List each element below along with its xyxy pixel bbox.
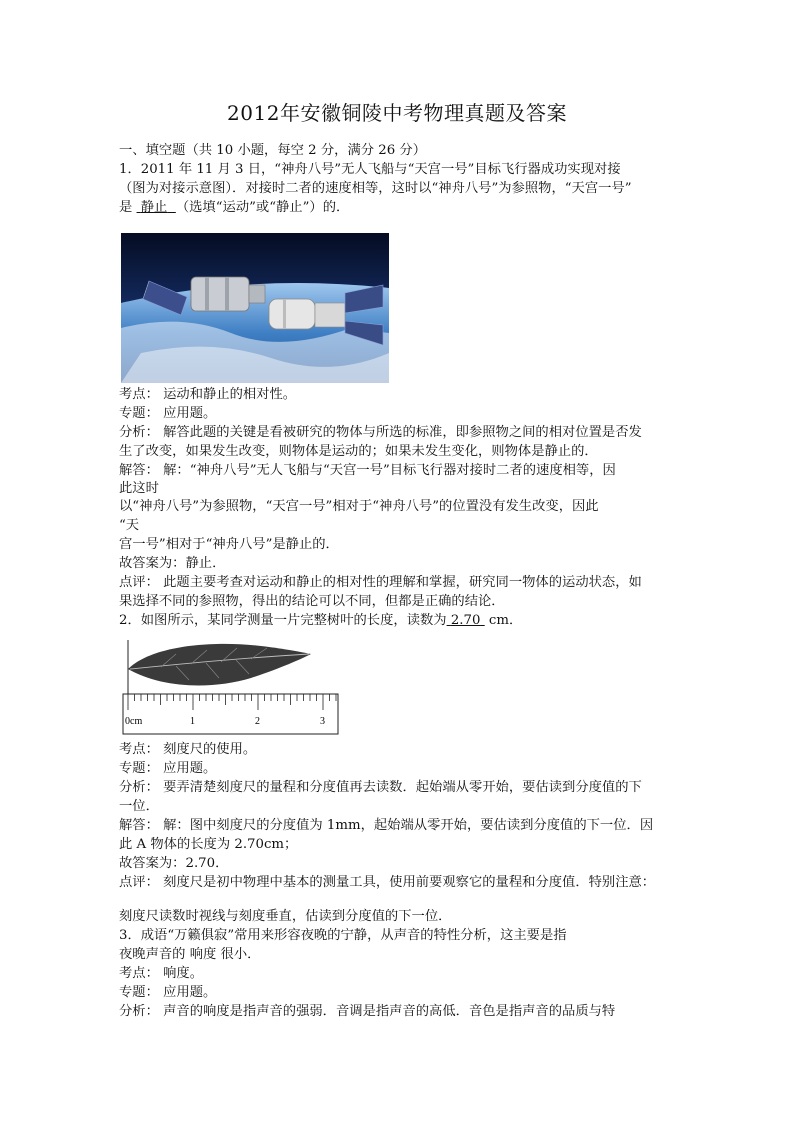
q3-topic: 专题： 应用题。 bbox=[119, 985, 217, 1000]
q1-solution-3: 以“神舟八号”为参照物，“天宫一号”相对于“神舟八号”的位置没有发生改变，因此 bbox=[119, 499, 599, 514]
q2-stem bbox=[119, 611, 689, 630]
ruler-label-1: 1 bbox=[190, 716, 195, 727]
leaf-shape bbox=[128, 644, 311, 686]
q3-stem-suffix: 很小． bbox=[220, 947, 261, 962]
q1-solution-2: 此这时 bbox=[119, 481, 159, 496]
q2-comment-1: 点评： 刻度尺是初中物理中基本的测量工具，使用前要观察它的量程和分度值．特别注意： bbox=[119, 875, 656, 890]
q1-comment-1: 点评： 此题主要考查对运动和静止的相对性的理解和掌握，研究同一物体的运动状态，如 bbox=[119, 575, 642, 590]
q1-solution-5: 宫一号”相对于“神舟八号”是静止的． bbox=[119, 537, 339, 552]
q1-stem-line-1: 1．2011 年 11 月 3 日，“神舟八号”无人飞船与“天宫一号”目标飞行器成功实现对接 bbox=[119, 162, 621, 177]
q2-comment-2: 刻度尺读数时视线与刻度垂直，估读到分度值的下一位． bbox=[119, 909, 452, 924]
q3-stem-line-1: 3．成语“万籁俱寂”常用来形容夜晚的宁静，从声音的特性分析，这主要是指 bbox=[119, 928, 567, 943]
q2-stem-prefix: 2．如图所示，某同学测量一片完整树叶的长度，读数为 bbox=[119, 613, 447, 628]
q1-solution-4: “天 bbox=[119, 518, 140, 533]
q2-topic: 专题： 应用题。 bbox=[119, 761, 217, 776]
q2-point: 考点： 刻度尺的使用。 bbox=[119, 742, 257, 757]
q3-answer: 响度 bbox=[189, 947, 217, 962]
q1-answer: 静止 bbox=[140, 200, 168, 215]
q2-stem-suffix: cm． bbox=[488, 613, 523, 628]
q1-comment-2: 果选择不同的参照物，得出的结论可以不同，但都是正确的结论． bbox=[119, 594, 505, 609]
q1-analysis-2: 生了改变，如果发生改变，则物体是运动的；如果未发生变化，则物体是静止的． bbox=[119, 444, 598, 459]
docking-illustration-svg bbox=[121, 233, 389, 383]
docking-illustration bbox=[121, 233, 389, 383]
q2-final-answer: 故答案为：2.70． bbox=[119, 856, 229, 871]
q2-analysis-2: 一位． bbox=[119, 799, 159, 814]
q1-stem-line-2: （图为对接示意图）．对接时二者的速度相等，这时以“神舟八号”为参照物，“天宫一号” bbox=[119, 181, 632, 196]
q3-analysis-1: 分析： 声音的响度是指声音的强弱．音调是指声音的高低．音色是指声音的品质与特 bbox=[119, 1004, 616, 1019]
page-title: 2012年安徽铜陵中考物理真题及答案 bbox=[227, 101, 567, 125]
leaf-ruler-figure bbox=[121, 636, 341, 738]
q2-solution-2: 此 A 物体的长度为 2.70cm； bbox=[119, 837, 298, 852]
q3-stem-prefix: 夜晚声音的 bbox=[119, 947, 186, 962]
ruler-label-0: 0cm bbox=[125, 716, 143, 727]
q3-stem-line-2 bbox=[119, 945, 689, 964]
q2-answer-blank bbox=[447, 613, 485, 628]
ruler-label-3: 3 bbox=[320, 716, 325, 727]
q1-point: 考点： 运动和静止的相对性。 bbox=[119, 387, 297, 402]
q3-point: 考点： 响度。 bbox=[119, 966, 204, 981]
q2-answer: 2.70 bbox=[450, 613, 481, 628]
ruler-label-2: 2 bbox=[255, 716, 260, 727]
q1-solution-1: 解答： 解：“神舟八号”无人飞船与“天宫一号”目标飞行器对接时二者的速度相等，因 bbox=[119, 463, 616, 478]
q1-stem-prefix: 是 bbox=[119, 200, 133, 215]
q1-stem-line-3 bbox=[119, 198, 689, 217]
q1-answer-blank bbox=[137, 200, 176, 215]
section-heading: 一、填空题（共 10 小题，每空 2 分，满分 26 分） bbox=[119, 143, 427, 158]
q1-stem-suffix: （选填“运动”或“静止”）的． bbox=[175, 200, 350, 215]
ruler-body bbox=[123, 694, 338, 734]
q2-solution-1: 解答： 解：图中刻度尺的分度值为 1mm，起始端从零开始，要估读到分度值的下一位．因 bbox=[119, 818, 654, 833]
q1-topic: 专题： 应用题。 bbox=[119, 406, 217, 421]
q2-analysis-1: 分析： 要弄清楚刻度尺的量程和分度值再去读数．起始端从零开始，要估读到分度值的下 bbox=[119, 780, 642, 795]
leaf-ruler-svg bbox=[121, 636, 341, 738]
q1-analysis-1: 分析： 解答此题的关键是看被研究的物体与所选的标准，即参照物之间的相对位置是否发 bbox=[119, 425, 642, 440]
q1-final-answer: 故答案为：静止． bbox=[119, 556, 226, 571]
